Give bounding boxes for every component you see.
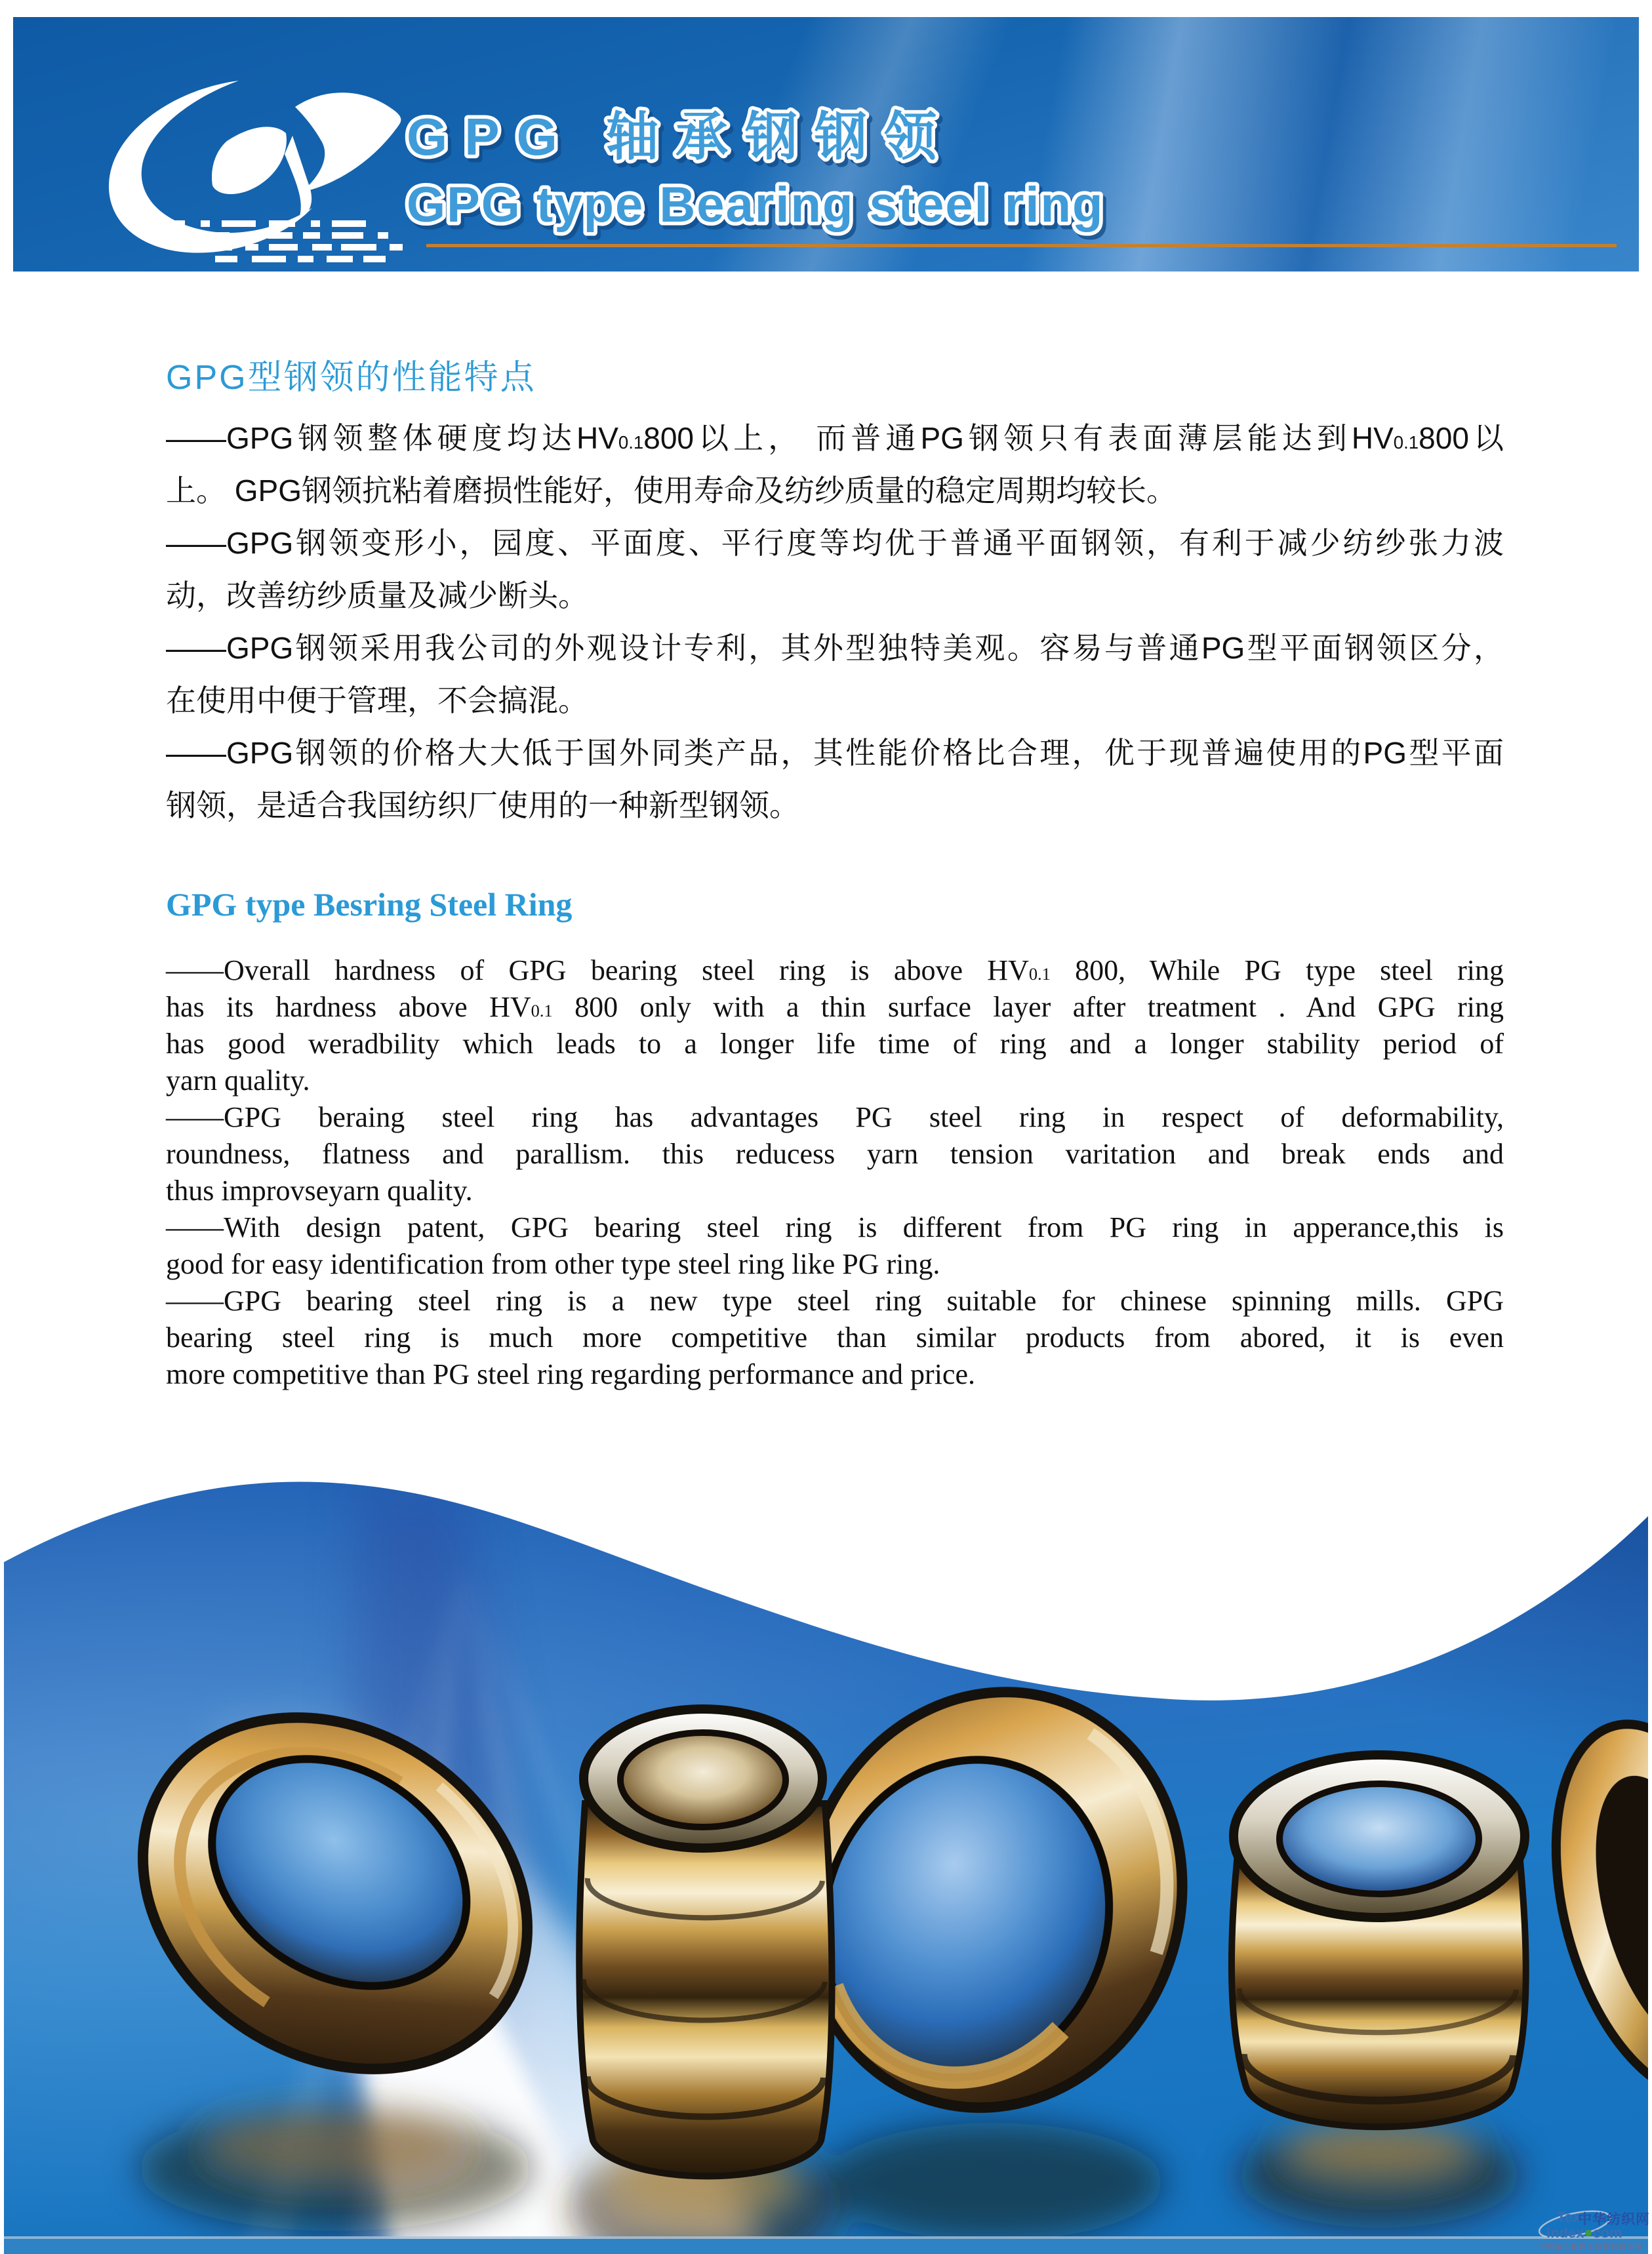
text-line: ——GPG beraing steel ring has advantages PG steel ring in respect of deformability,	[166, 1101, 1504, 1133]
paragraph-zh	[166, 412, 1504, 517]
watermark-site-name: 中华纺织网	[1578, 2212, 1650, 2227]
header-divider	[426, 244, 1617, 247]
section-heading-en: GPG type Besring Steel Ring	[166, 886, 573, 923]
paragraph-zh	[166, 727, 1504, 832]
watermark-slogan: 中国最大的网上纺织信息市场	[1540, 2243, 1642, 2251]
text-line: has good weradbility which leads to a longer life time of ring and a longer stability period of	[166, 1028, 1504, 1060]
text-line: yarn quality.	[166, 1064, 310, 1097]
watermark-index: Index	[1546, 2224, 1584, 2241]
text-line: good for easy identification from other type steel ring like PG ring.	[166, 1248, 940, 1280]
page-header	[13, 17, 1639, 272]
section-body-zh	[166, 412, 1504, 832]
text-line: has its hardness above $HV_{0.1}$ 800 only with a thin surface layer after treatment . And GPG ring	[166, 991, 1504, 1023]
text-line: ——Overall hardness of GPG bearing steel ring is above $HV_{0.1}$ 800, While PG type steel ring	[166, 954, 1504, 986]
text-line: 在使用中便于管理，不会搞混。	[166, 683, 588, 717]
paragraph-en	[166, 1099, 1504, 1209]
text-line: 动，改善纺纱质量及减少断头。	[166, 578, 588, 613]
text-line: ——GPG钢领变形小，园度、平面度、平行度等均优于普通平面钢领，有利于减少纺纱张力波	[166, 526, 1504, 560]
paragraph-en	[166, 1209, 1504, 1283]
watermark-index-com	[1546, 2224, 1622, 2242]
text-line: ——GPG bearing steel ring is a new type steel ring suitable for chinese spinning mills. GPG	[166, 1285, 1504, 1317]
watermark-tex: Tex	[1557, 2209, 1581, 2225]
text-line: roundness, flatness and parallism. this reducess yarn tension varitation and break ends and	[166, 1138, 1504, 1170]
text-line: more competitive than PG steel ring regarding performance and price.	[166, 1358, 975, 1390]
text-line: ——GPG钢领采用我公司的外观设计专利，其外型独特美观。容易与普通PG型平面钢领区分，	[166, 631, 1504, 665]
paragraph-en	[166, 1283, 1504, 1393]
text-line: ——GPG钢领的价格大大低于国外同类产品，其性能价格比合理，优于现普遍使用的PG型平面	[166, 736, 1504, 770]
company-logo-icon	[98, 62, 416, 272]
watermark-dot-icon	[1585, 2230, 1592, 2236]
section-heading-zh: GPG型钢领的性能特点	[166, 359, 536, 397]
text-line: thus improvseyarn quality.	[166, 1175, 473, 1207]
steel-ring	[579, 1709, 832, 2176]
text-line: ——With design patent, GPG bearing steel ring is different from PG ring in apperance,this is	[166, 1211, 1504, 1243]
product-photo	[4, 1411, 1648, 2254]
text-line: 钢领，是适合我国纺织厂使用的一种新型钢领。	[166, 788, 799, 822]
paragraph-zh	[166, 622, 1504, 727]
watermark-com: com	[1592, 2224, 1622, 2241]
page-title-zh: GPG 轴承钢钢领	[407, 108, 954, 166]
page-title-en: GPG type Bearing steel ring	[407, 177, 1104, 233]
text-line: bearing steel ring is much more competitive than similar products from abored, it is even	[166, 1321, 1504, 1354]
page-title	[400, 56, 1423, 247]
watermark	[1540, 2209, 1650, 2251]
section-body-en	[166, 952, 1504, 1393]
paragraph-en	[166, 952, 1504, 1099]
text-line: 上。 GPG钢领抗粘着磨损性能好，使用寿命及纺纱质量的稳定周期均较长。	[166, 473, 1177, 508]
text-line: ——GPG钢领整体硬度均达$HV_{0.1}800$以上， 而普通PG钢领只有表面薄层能达到$HV_{0.1}800$以	[166, 421, 1504, 455]
paragraph-zh	[166, 517, 1504, 622]
steel-ring	[1232, 1755, 1526, 2127]
